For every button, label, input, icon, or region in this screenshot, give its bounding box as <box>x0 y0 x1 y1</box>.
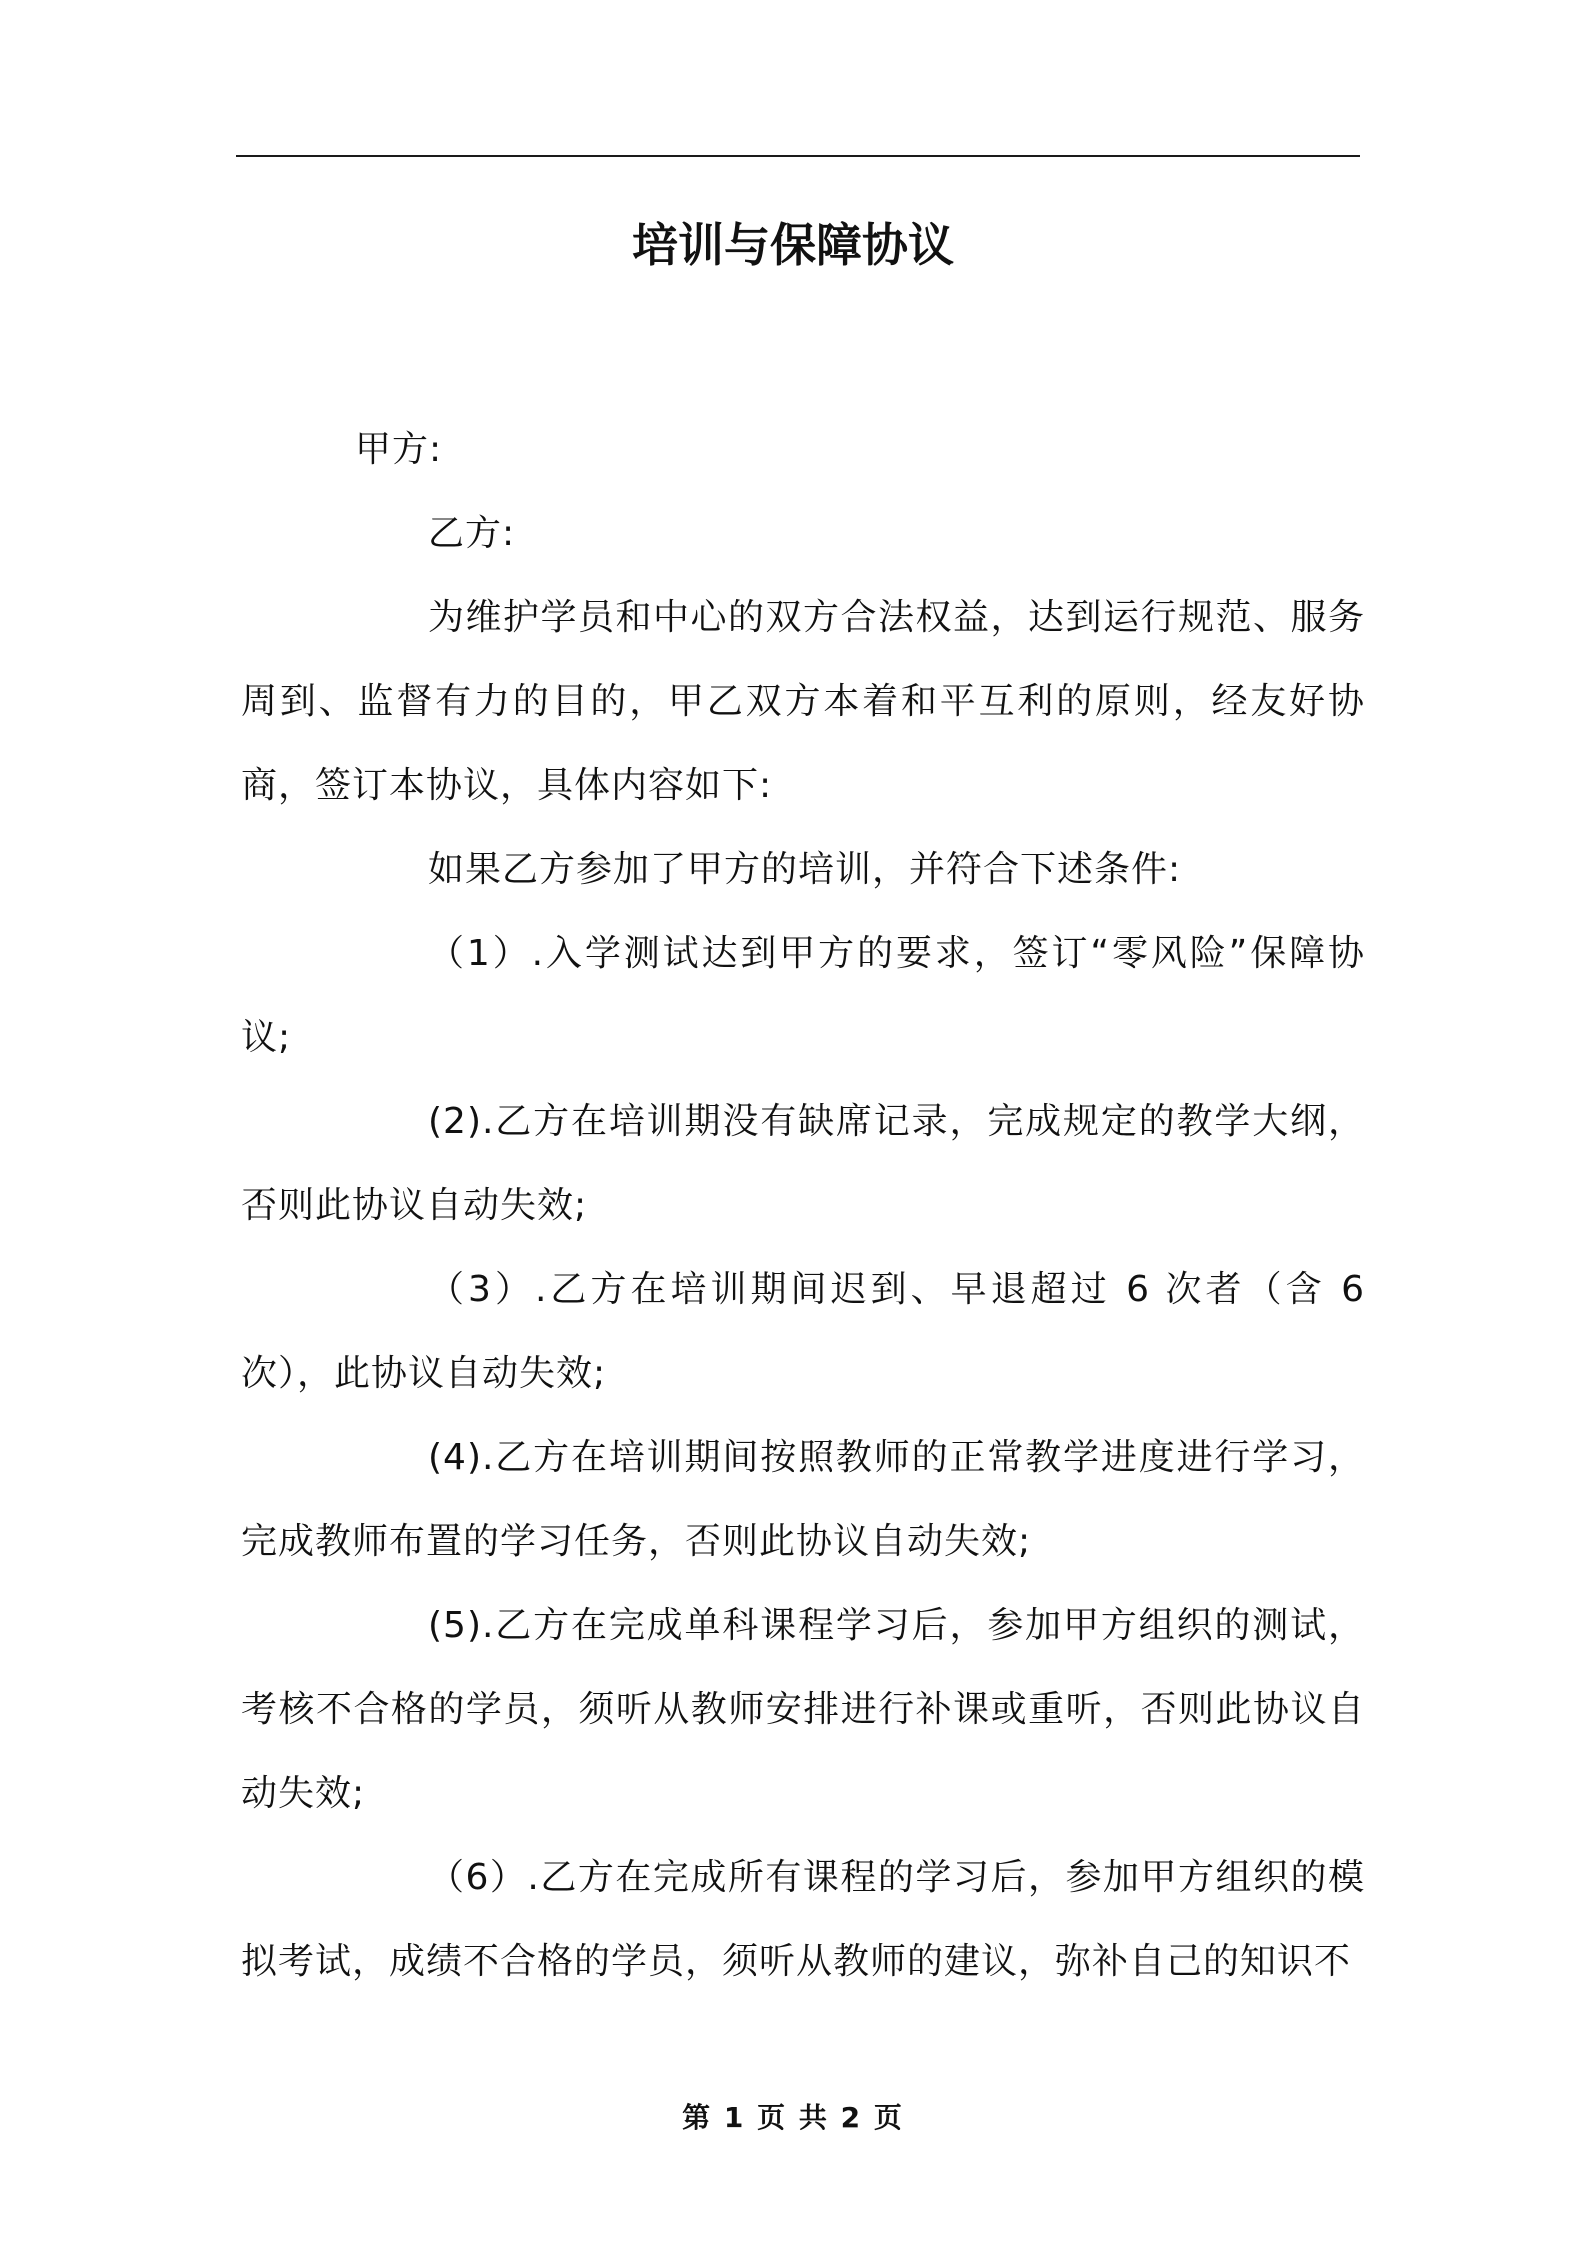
clause-2: (2).乙方在培训期没有缺席记录，完成规定的教学大纲，否则此协议自动失效; <box>241 1101 1365 1226</box>
party-a-label: 甲方: <box>355 429 443 470</box>
clause-1: （1）.入学测试达到甲方的要求，签订“零风险”保障协议; <box>241 933 1365 1058</box>
party-b-label: 乙方: <box>428 513 516 554</box>
paragraph: 为维护学员和中心的双方合法权益，达到运行规范、服务周到、监督有力的目的，甲乙双方本着和平互利的原则，经友好协商，签订本协议，具体内容如下: <box>241 597 1365 806</box>
document-title: 培训与保障协议 <box>632 218 954 272</box>
page-footer: 第 1 页 共 2 页 <box>682 2101 904 2134</box>
clause-4: (4).乙方在培训期间按照教师的正常教学进度进行学习，完成教师布置的学习任务，否则此协议自动失效; <box>241 1437 1365 1562</box>
clause-5: (5).乙方在完成单科课程学习后，参加甲方组织的测试，考核不合格的学员，须听从教师安排进行补课或重听，否则此协议自动失效; <box>241 1605 1365 1814</box>
header-rule <box>236 155 1360 157</box>
document-body <box>241 408 1365 2004</box>
paragraph: 如果乙方参加了甲方的培训，并符合下述条件: <box>428 849 1182 890</box>
clause-3: （3）.乙方在培训期间迟到、早退超过 6 次者（含 6 次），此协议自动失效; <box>241 1269 1365 1394</box>
clause-6: （6）.乙方在完成所有课程的学习后，参加甲方组织的模拟考试，成绩不合格的学员，须听从教师的建议，弥补自己的知识不 <box>241 1857 1365 1982</box>
